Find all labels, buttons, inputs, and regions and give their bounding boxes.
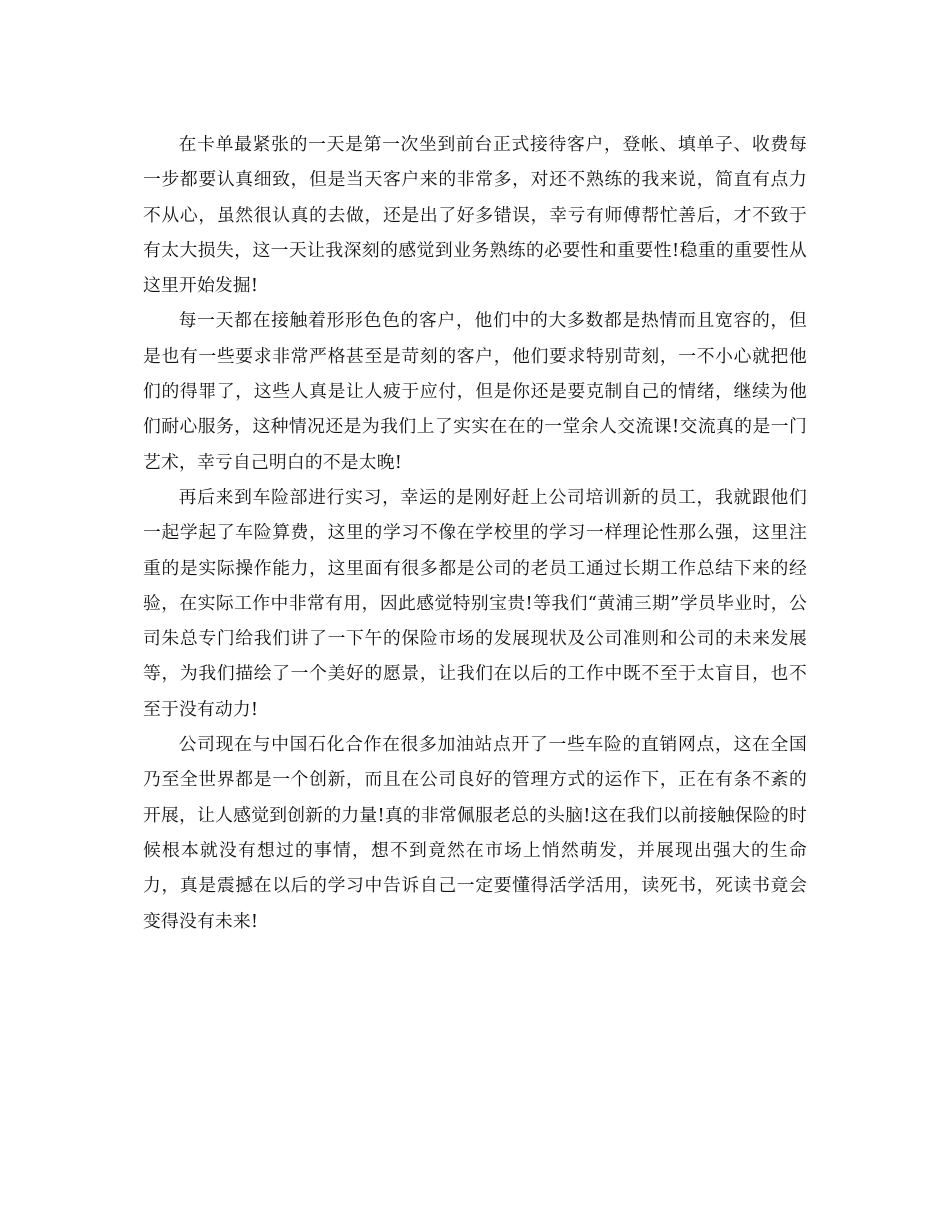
paragraph-1: 在卡单最紧张的一天是第一次坐到前台正式接待客户，登帐、填单子、收费每一步都要认真细致，但是当天客户来的非常多，对还不熟练的我来说，简直有点力不从心，虽然很认真的去做，还是出了好多错误，幸亏有师傅帮忙善后，才不致于有太大损失，这一天让我深刻的感觉到业务熟练的必要性和重要性!稳重的重要性从这里开始发掘!: [143, 134, 807, 297]
paragraph-3: 再后来到车险部进行实习，幸运的是刚好赶上公司培训新的员工，我就跟他们一起学起了车险算费，这里的学习不像在学校里的学习一样理论性那么强，这里注重的是实际操作能力，这里面有很多都是公司的老员工通过长期工作总结下来的经验，在实际工作中非常有用，因此感觉特别宝贵!等我们“黄浦三期”学员毕业时，公司朱总专门给我们讲了一下午的保险市场的发展现状及公司准则和公司的未来发展等，为我们描绘了一个美好的愿景，让我们在以后的工作中既不至于太盲目，也不至于没有动力!: [143, 486, 807, 720]
paragraph-4: 公司现在与中国石化合作在很多加油站点开了一些车险的直销网点，这在全国乃至全世界都是一个创新，而且在公司良好的管理方式的运作下，正在有条不紊的开展，让人感觉到创新的力量!真的非常佩服老总的头脑!这在我们以前接触保险的时候根本就没有想过的事情，想不到竟然在市场上悄然萌发，并展现出强大的生命力，真是震撼在以后的学习中告诉自己一定要懂得活学活用，读死书，死读书竟会变得没有未来!: [143, 734, 807, 932]
document-body: [143, 127, 807, 939]
paragraph-2: 每一天都在接触着形形色色的客户，他们中的大多数都是热情而且宽容的，但是也有一些要求非常严格甚至是苛刻的客户，他们要求特别苛刻，一不小心就把他们的得罪了，这些人真是让人疲于应付，但是你还是要克制自己的情绪，继续为他们耐心服务，这种情况还是为我们上了实实在在的一堂余人交流课!交流真的是一门艺术，幸亏自己明白的不是太晚!: [143, 310, 807, 473]
